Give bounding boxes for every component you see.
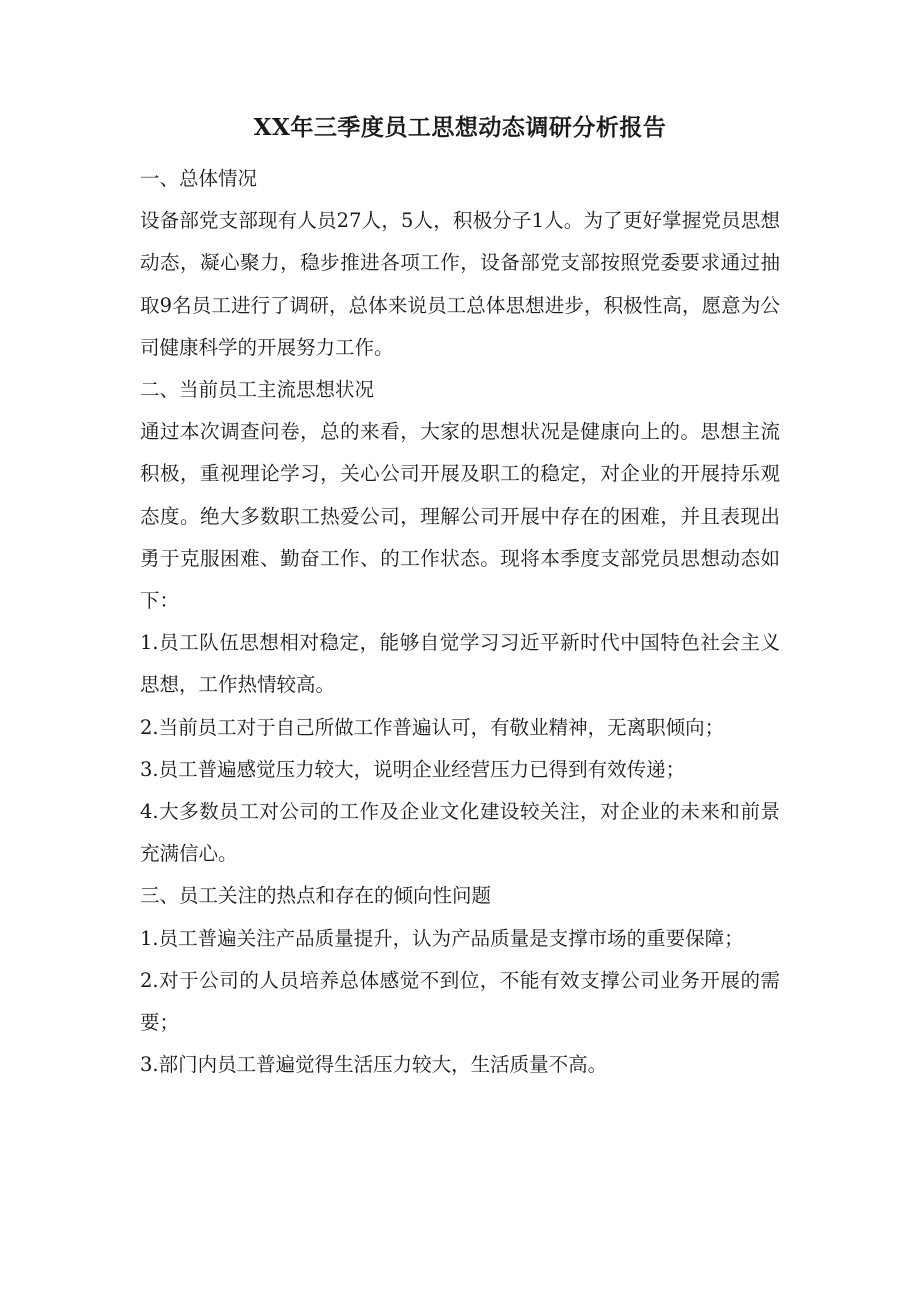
list-item: 2.对于公司的人员培养总体感觉不到位，不能有效支撑公司业务开展的需要； xyxy=(140,968,780,1035)
list-item: 3.部门内员工普遍觉得生活压力较大，生活质量不高。 xyxy=(140,1053,608,1077)
section-heading-overview: 一、总体情况 xyxy=(140,167,258,190)
document-body xyxy=(140,158,780,1086)
document-title: XX年三季度员工思想动态调研分析报告 xyxy=(253,114,667,141)
section-heading-hot-issues: 三、员工关注的热点和存在的倾向性问题 xyxy=(140,884,492,908)
list-item: 3.员工普遍感觉压力较大，说明企业经营压力已得到有效传递； xyxy=(140,757,686,781)
list-item: 4.大多数员工对公司的工作及企业文化建设较关注，对企业的未来和前景充满信心。 xyxy=(140,800,780,866)
overview-paragraph: 设备部党支部现有人员27人，5人，积极分子1人。为了更好掌握党员思想动态，凝心聚力，稳步推进各项工作，设备部党支部按照党委要求通过抽取9名员工进行了调研，总体来说员工总体思想进步，积极性高，愿意为公司健康科学的开展努力工作。 xyxy=(140,209,780,359)
list-item: 1.员工队伍思想相对稳定，能够自觉学习习近平新时代中国特色社会主义思想，工作热情较高。 xyxy=(140,631,780,697)
list-item: 1.员工普遍关注产品质量提升，认为产品质量是支撑市场的重要保障； xyxy=(140,926,744,950)
mainstream-thought-paragraph: 通过本次调查问卷，总的来看，大家的思想状况是健康向上的。思想主流积极，重视理论学习，关心公司开展及职工的稳定，对企业的开展持乐观态度。绝大多数职工热爱公司，理解公司开展中存在的困难，并且表现出勇于克服困难、勤奋工作、的工作状态。现将本季度支部党员思想动态如下： xyxy=(140,420,780,613)
list-item: 2.当前员工对于自己所做工作普遍认可，有敬业精神，无离职倾向； xyxy=(140,715,725,739)
section-heading-mainstream-thought: 二、当前员工主流思想状况 xyxy=(140,378,375,402)
